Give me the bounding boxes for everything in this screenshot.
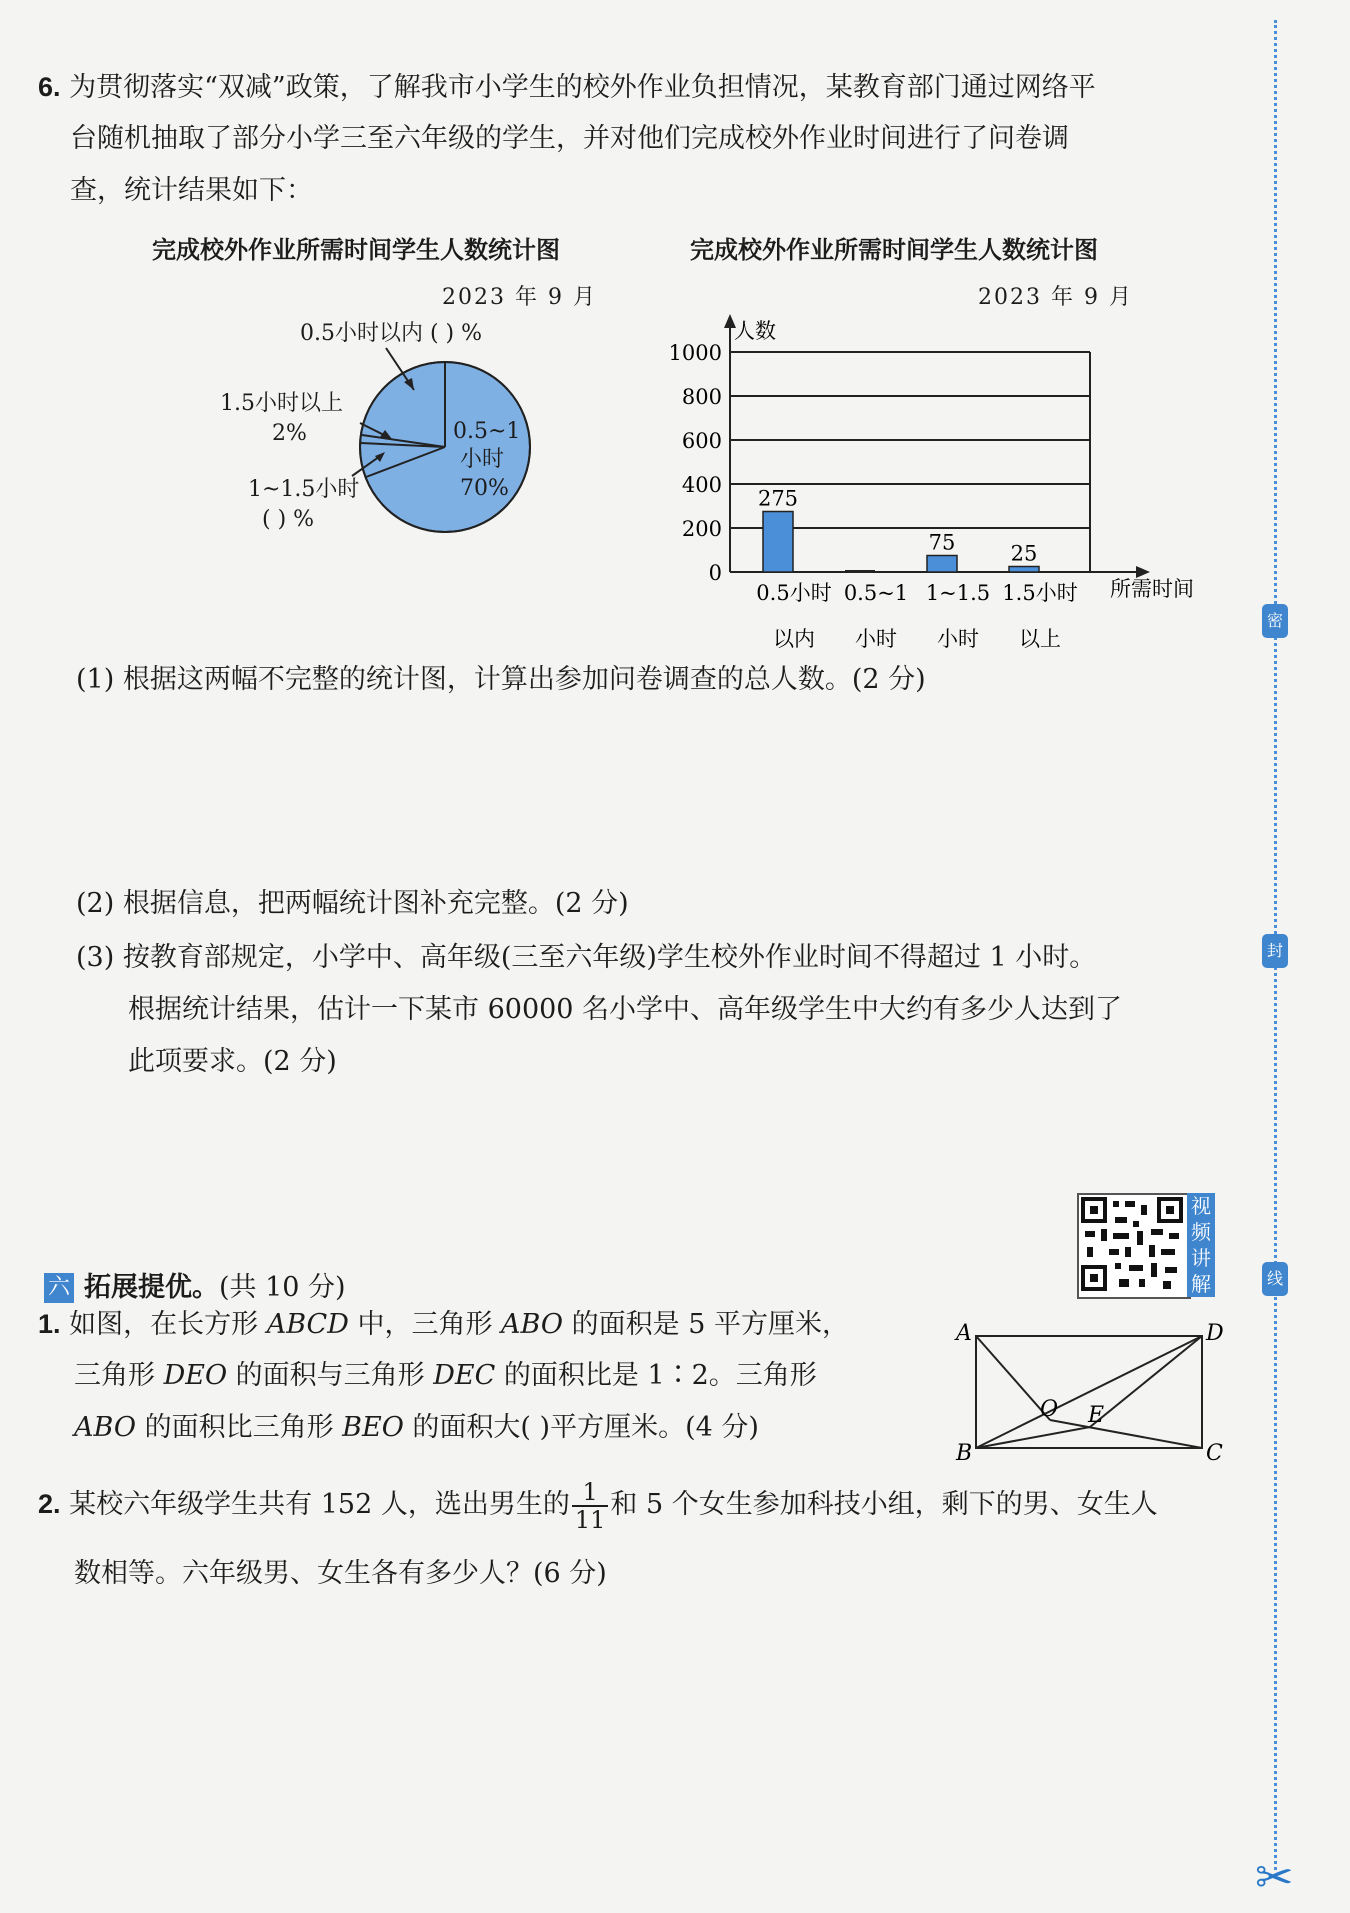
y-tick-label: 800 [681, 385, 722, 409]
qr-pattern [1079, 1195, 1185, 1293]
label-e: E [1088, 1403, 1105, 1428]
q6-sub3-line-3: 此项要求。(2 分) [128, 1046, 337, 1077]
seg-be [976, 1427, 1090, 1448]
y-tick-label: 1000 [668, 341, 722, 365]
x-tick-label-line2: 小时 [855, 627, 897, 650]
p2-frac-num: 1 [572, 1479, 609, 1507]
section-title-text: 拓展提优。 [84, 1272, 219, 1303]
q6-sub3-line-2: 根据统计结果，估计一下某市 60000 名小学中、高年级学生中大约有多少人达到了 [128, 994, 1123, 1025]
label-c: C [1206, 1441, 1223, 1466]
section-score: (共 10 分) [219, 1272, 346, 1303]
p1-l2-e: 的面积比是 1∶2。三角形 [495, 1360, 817, 1391]
p1-l2-c: 的面积与三角形 [227, 1360, 434, 1391]
p2-l1-post: 和 5 个女生参加科技小组，剩下的男、女生人 [610, 1489, 1158, 1520]
q6-line-3: 查，统计结果如下： [70, 175, 313, 206]
seg-bd [976, 1336, 1202, 1448]
q6-sub2: (2) 根据信息，把两幅统计图补充完整。(2 分) [76, 888, 629, 919]
q6-sub3-line-1: (3) 按教育部规定，小学中、高年级(三至六年级)学生校外作业时间不得超过 1 小时。 [76, 942, 1097, 973]
bar-value-label: 275 [757, 486, 799, 511]
pie-label-c1: 1~1.5小时 [248, 477, 360, 502]
p1-line-2 [74, 1358, 817, 1394]
p2-line-2: 数相等。六年级男、女生各有多少人？(6 分) [74, 1558, 607, 1589]
video-label[interactable]: 视频讲解 [1187, 1193, 1215, 1297]
side-tag-3: 线 [1262, 1262, 1288, 1296]
bar-chart [660, 310, 1220, 650]
p1-l1-a: 如图，在长方形 [69, 1309, 267, 1340]
p1-l3-d: 的面积大( )平方厘米。(4 分) [403, 1412, 759, 1443]
x-tick-label-line2: 小时 [937, 627, 979, 650]
p1-l2-a: 三角形 [74, 1360, 164, 1391]
p2-number: 2. [38, 1489, 61, 1519]
bar-chart-date: 2023 年 9 月 [978, 285, 1133, 310]
q6-sub1: (1) 根据这两幅不完整的统计图，计算出参加问卷调查的总人数。(2 分) [76, 664, 926, 695]
pie-label-b1: 1.5小时以上 [220, 391, 343, 416]
y-axis-label: 人数 [734, 319, 776, 343]
p2-frac-den: 11 [574, 1505, 606, 1534]
rectangle-figure [950, 1316, 1250, 1466]
p1-l1-e: 的面积是 5 平方厘米， [563, 1309, 849, 1340]
x-tick-label-line2: 以上 [1019, 627, 1061, 650]
x-tick-label-line2: 以内 [773, 627, 815, 650]
bar [927, 556, 957, 573]
pie-label-d2: 小时 [460, 447, 505, 472]
pie-chart-date: 2023 年 9 月 [442, 285, 597, 310]
label-a: A [956, 1321, 972, 1346]
p1-number: 1. [38, 1309, 61, 1339]
bar-chart-title: 完成校外作业所需时间学生人数统计图 [690, 236, 1098, 264]
p1-l3-a: ABO [74, 1412, 136, 1443]
x-axis-label: 所需时间 [1110, 577, 1194, 601]
p1-l1-b: ABCD [266, 1309, 349, 1340]
p1-l1-c: 中，三角形 [348, 1309, 502, 1340]
x-tick-label: 0.5小时 [756, 581, 832, 605]
bar-value-label: 25 [1010, 541, 1038, 566]
p1-line-3 [74, 1410, 759, 1446]
section-badge: 六 [44, 1273, 74, 1303]
y-tick-label: 600 [681, 429, 722, 453]
p1-l2-b: DEO [163, 1360, 228, 1391]
pie-label-c2: ( ) % [262, 507, 315, 532]
side-tag-2: 封 [1262, 934, 1288, 968]
x-tick-label: 1~1.5 [925, 581, 991, 605]
q6-line-2: 台随机抽取了部分小学三至六年级的学生，并对他们完成校外作业时间进行了问卷调 [70, 123, 1069, 154]
x-tick-label: 1.5小时 [1002, 581, 1078, 605]
bar [763, 512, 793, 573]
q6-text-1: 为贯彻落实“双减”政策，了解我市小学生的校外作业负担情况，某教育部门通过网络平 [69, 72, 1096, 103]
bar-value-label: 75 [928, 530, 956, 555]
y-tick-label: 200 [681, 517, 722, 541]
qr-code[interactable] [1077, 1193, 1191, 1299]
seg-ae [976, 1336, 1050, 1420]
p2-l1-pre: 某校六年级学生共有 152 人，选出男生的 [69, 1489, 570, 1520]
pie-chart-title: 完成校外作业所需时间学生人数统计图 [152, 236, 560, 264]
p1-line-1 [38, 1306, 849, 1343]
p1-l2-d: DEC [433, 1360, 496, 1391]
pie-label-b2: 2% [272, 421, 307, 446]
bar [1009, 567, 1039, 573]
pie-label-d3: 70% [460, 476, 509, 501]
p2-fraction [572, 1479, 609, 1533]
y-tick-label: 0 [708, 561, 722, 585]
label-d: D [1206, 1321, 1224, 1346]
section-title [84, 1270, 346, 1306]
scissors-icon: ✂ [1255, 1850, 1294, 1904]
y-tick-label: 400 [681, 473, 722, 497]
q6-number: 6. [38, 72, 61, 102]
label-b: B [956, 1441, 973, 1466]
pie-label-a: 0.5小时以内 ( ) % [300, 321, 483, 346]
p1-l1-d: ABO [501, 1309, 564, 1340]
p2-line-1 [38, 1474, 1158, 1535]
x-tick-label: 0.5~1 [843, 581, 909, 605]
seg-de [1090, 1336, 1202, 1427]
pie-label-d1: 0.5~1 [453, 419, 521, 444]
side-tag-1: 密 [1262, 604, 1288, 638]
p1-l3-c: BEO [342, 1412, 404, 1443]
p1-l3-b: 的面积比三角形 [135, 1412, 343, 1443]
seg-oc [1050, 1420, 1202, 1448]
q6-line-1 [38, 69, 1096, 106]
label-o: O [1040, 1397, 1059, 1422]
